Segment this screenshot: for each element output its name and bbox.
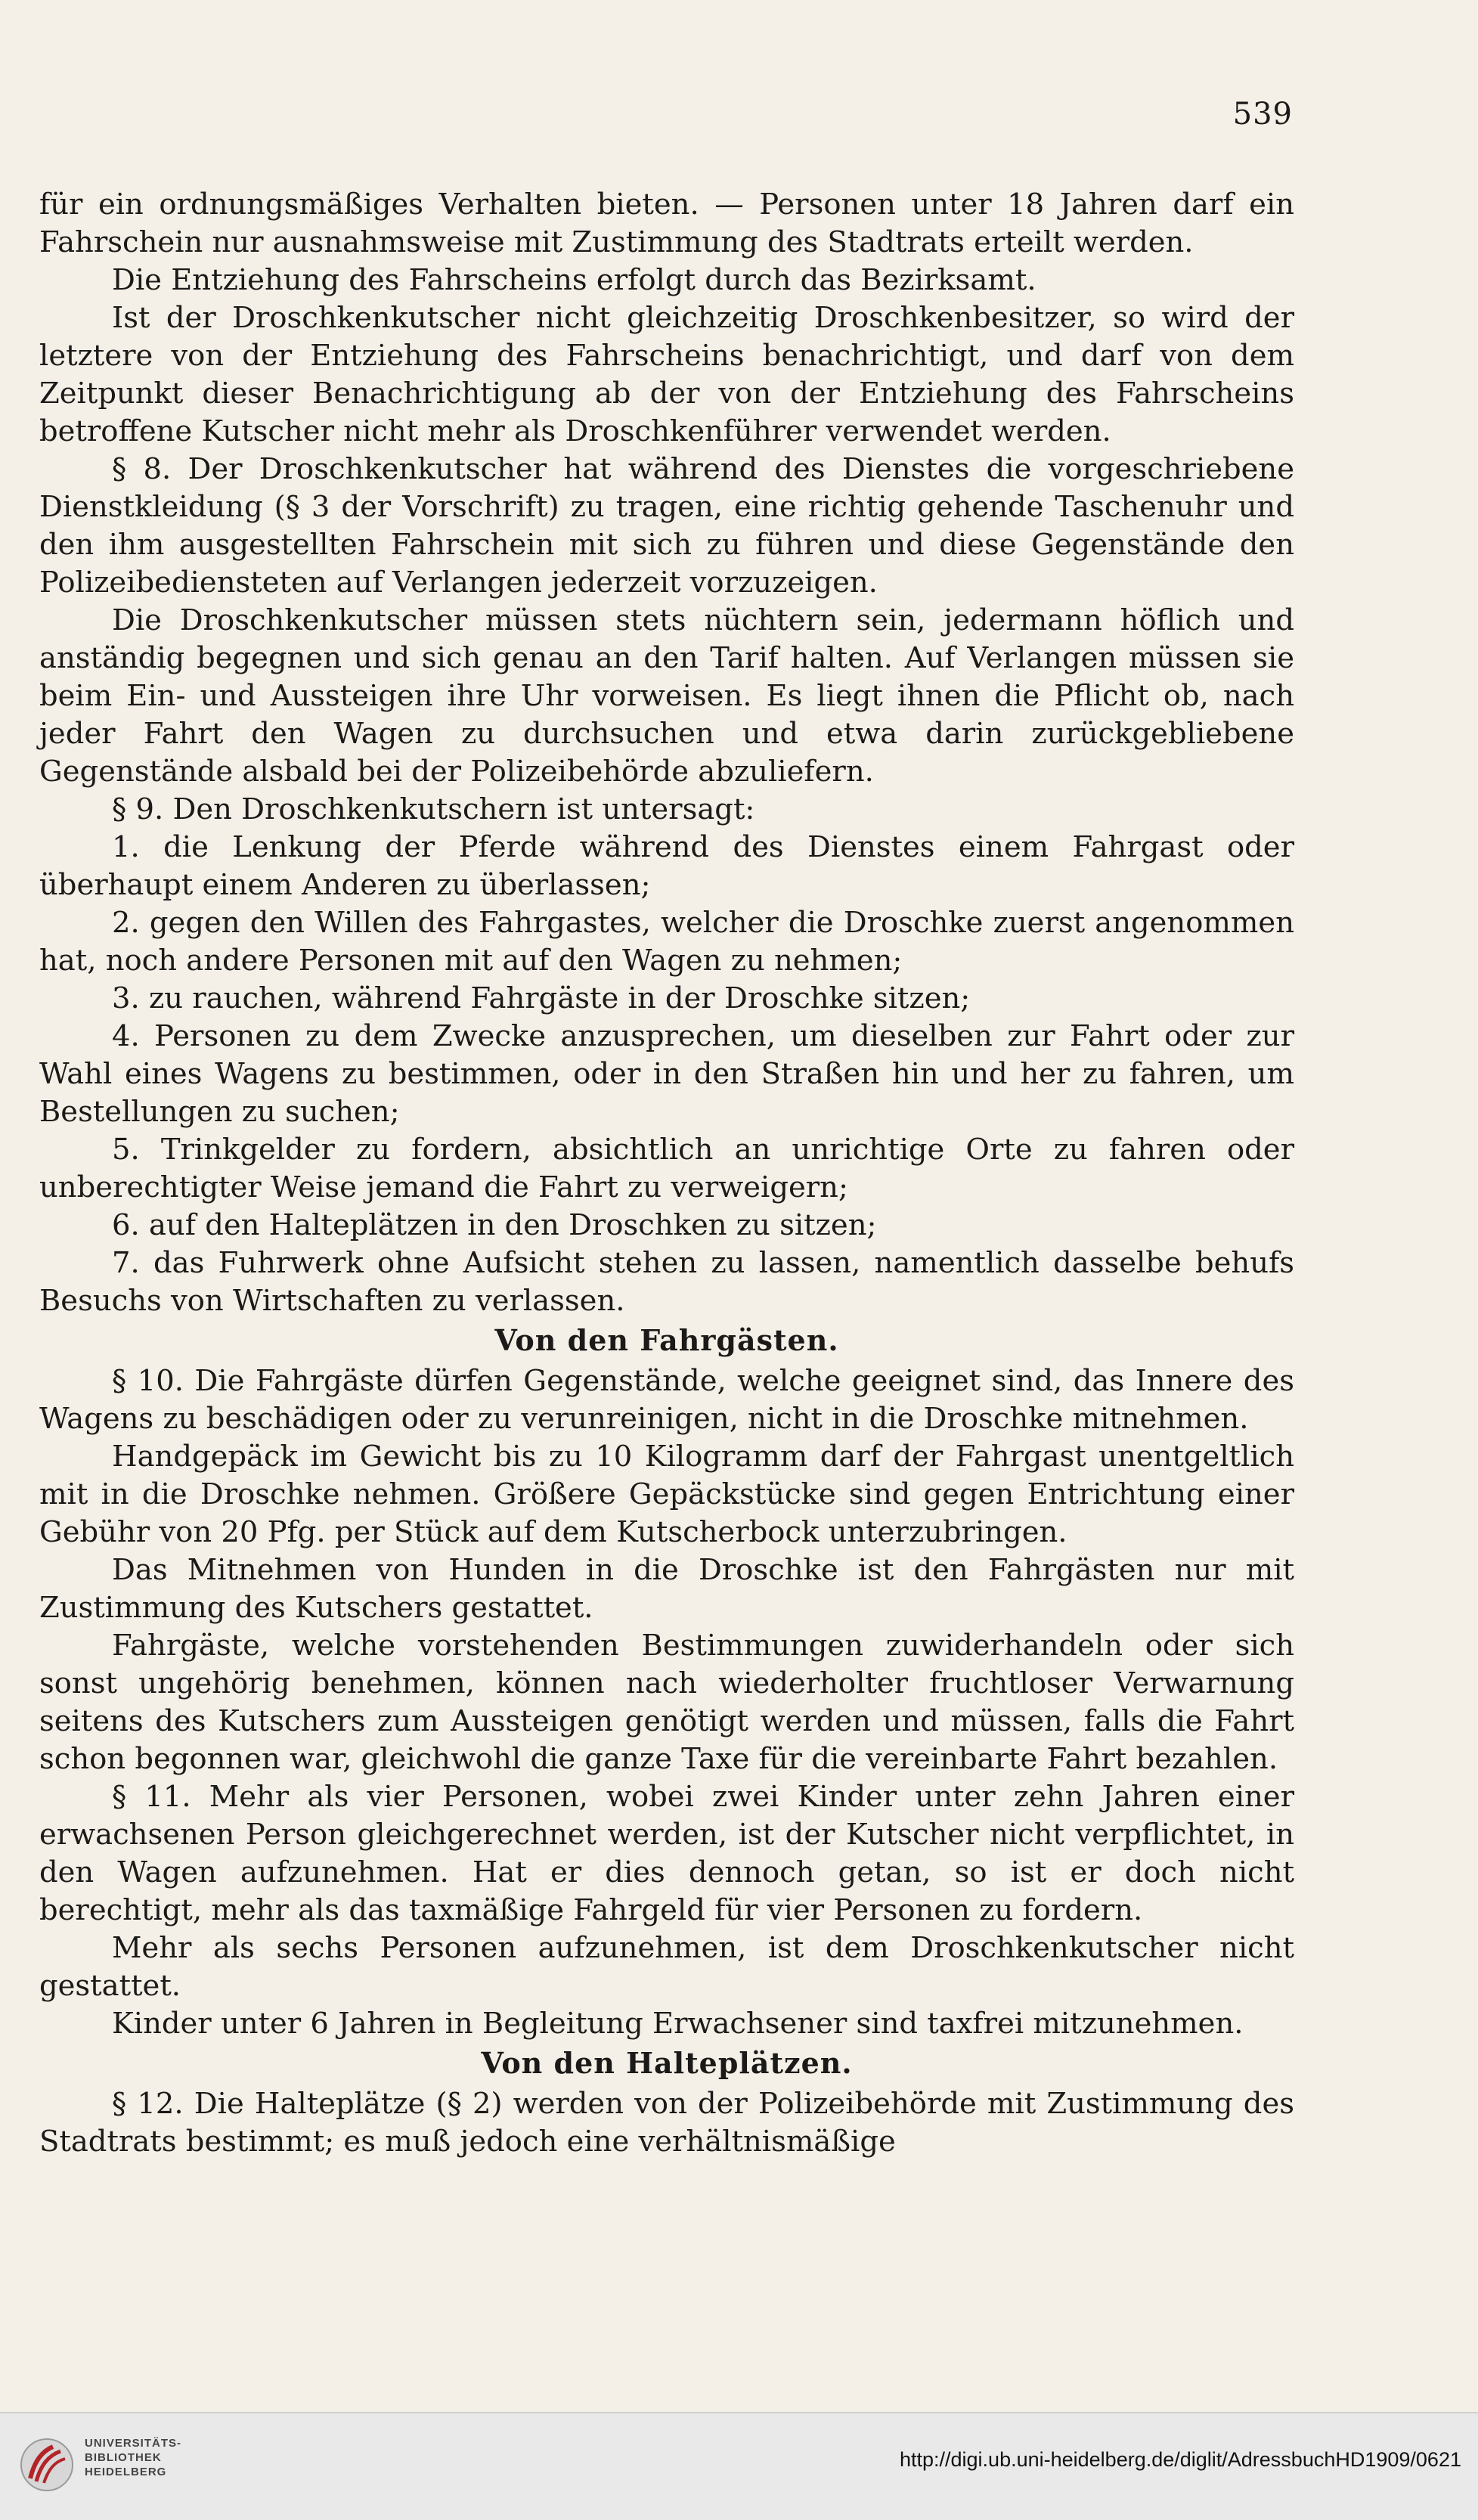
list-item: 2. gegen den Willen des Fahrgastes, welcher die Droschke zuerst angenommen hat, noch andere Personen mit auf den Wagen zu nehmen; — [39, 906, 1294, 978]
paragraph: § 11. Mehr als vier Personen, wobei zwei Kinder unter zehn Jahren einer erwachsenen Person gleichgerechnet werden, ist der Kutscher nicht verpflichtet, in den Wagen aufzunehmen. Hat er dies dennoch getan, so ist er doch nicht berechtigt, mehr als das taxmäßige Fahrgeld für vier Personen zu fordern. — [39, 1780, 1294, 1927]
paragraph: Ist der Droschkenkutscher nicht gleichzeitig Droschkenbesitzer, so wird der letztere von der Entziehung des Fahrscheins benachrichtigt, und darf von dem Zeitpunkt dieser Benachrichtigung ab der von der Entziehung des Fahrscheins betroffene Kutscher nicht mehr als Droschkenführer verwendet werden. — [39, 301, 1294, 448]
page-number: 539 — [1232, 97, 1293, 132]
paragraph: Kinder unter 6 Jahren in Begleitung Erwachsener sind taxfrei mitzunehmen. — [112, 2007, 1244, 2041]
paragraph: Die Droschkenkutscher müssen stets nüchtern sein, jedermann höflich und anständig begegnen und sich genau an den Tarif halten. Auf Verlangen müssen sie beim Ein- und Aussteigen ihre Uhr vorweisen. Es liegt ihnen die Pflicht ob, nach jeder Fahrt den Wagen zu durchsuchen und etwa darin zurückgebliebene Gegenstände alsbald bei der Polizeibehörde abzuliefern. — [39, 603, 1294, 789]
list-item: 5. Trinkgelder zu fordern, absichtlich an unrichtige Orte zu fahren oder unberechtigter Weise jemand die Fahrt zu verweigern; — [39, 1133, 1294, 1204]
section-heading-halteplaetze: Von den Halteplätzen. — [481, 2046, 853, 2080]
paragraph: Mehr als sechs Personen aufzunehmen, ist dem Droschkenkutscher nicht gestattet. — [39, 1931, 1294, 2003]
paragraph: Die Entziehung des Fahrscheins erfolgt durch das Bezirksamt. — [112, 263, 1036, 297]
paragraph: § 9. Den Droschkenkutschern ist untersagt: — [112, 792, 755, 826]
source-url-link[interactable]: http://digi.ub.uni-heidelberg.de/diglit/AdressbuchHD1909/0621 — [899, 2448, 1461, 2471]
paragraph: § 12. Die Halteplätze (§ 2) werden von der Polizeibehörde mit Zustimmung des Stadtrats bestimmt; es muß jedoch eine verhältnismäßige — [39, 2087, 1294, 2159]
paragraph: Das Mitnehmen von Hunden in die Droschke ist den Fahrgästen nur mit Zustimmung des Kutschers gestattet. — [39, 1553, 1294, 1625]
list-item: 4. Personen zu dem Zwecke anzusprechen, um dieselben zur Fahrt oder zur Wahl eines Wagens zu bestimmen, oder in den Straßen hin und her zu fahren, um Bestellungen zu suchen; — [39, 1019, 1294, 1129]
section-heading-fahrgaeste: Von den Fahrgästen. — [494, 1323, 839, 1357]
list-item: 3. zu rauchen, während Fahrgäste in der Droschke sitzen; — [112, 981, 971, 1015]
paragraph: Handgepäck im Gewicht bis zu 10 Kilogramm darf der Fahrgast unentgeltlich mit in die Droschke nehmen. Größere Gepäckstücke sind gegen Entrichtung einer Gebühr von 20 Pfg. per Stück auf dem Kutscherbock unterzubringen. — [39, 1440, 1294, 1549]
list-item: 6. auf den Halteplätzen in den Droschken zu sitzen; — [112, 1208, 877, 1242]
paragraph: für ein ordnungsmäßiges Verhalten bieten. — Personen unter 18 Jahren darf ein Fahrschein nur ausnahmsweise mit Zustimmung des Stadtrats erteilt werden. — [39, 188, 1294, 259]
list-item: 1. die Lenkung der Pferde während des Dienstes einem Fahrgast oder überhaupt einem Anderen zu überlassen; — [39, 830, 1294, 902]
list-item: 7. das Fuhrwerk ohne Aufsicht stehen zu lassen, namentlich dasselbe behufs Besuchs von Wirtschaften zu verlassen. — [39, 1246, 1294, 1318]
paragraph: § 10. Die Fahrgäste dürfen Gegenstände, welche geeignet sind, das Innere des Wagens zu beschädigen oder zu verunreinigen, nicht in die Droschke mitnehmen. — [39, 1364, 1294, 1436]
paragraph: Fahrgäste, welche vorstehenden Bestimmungen zuwiderhandeln oder sich sonst ungehörig benehmen, können nach wiederholter fruchtloser Verwarnung seitens des Kutschers zum Aussteigen genötigt werden und müssen, falls die Fahrt schon begonnen war, gleichwohl die ganze Taxe für die vereinbarte Fahrt bezahlen. — [39, 1629, 1294, 1776]
page-text — [39, 186, 1294, 2161]
library-name: UNIVERSITÄTS- BIBLIOTHEK HEIDELBERG — [85, 2437, 182, 2478]
paragraph: § 8. Der Droschkenkutscher hat während des Dienstes die vorgeschriebene Dienstkleidung (§ 3 der Vorschrift) zu tragen, eine richtig gehende Taschenuhr und den ihm ausgestellten Fahrschein mit sich zu führen und diese Gegenstände den Polizeibediensteten auf Verlangen jederzeit vorzuzeigen. — [39, 452, 1294, 600]
university-library-logo-icon — [20, 2438, 74, 2492]
